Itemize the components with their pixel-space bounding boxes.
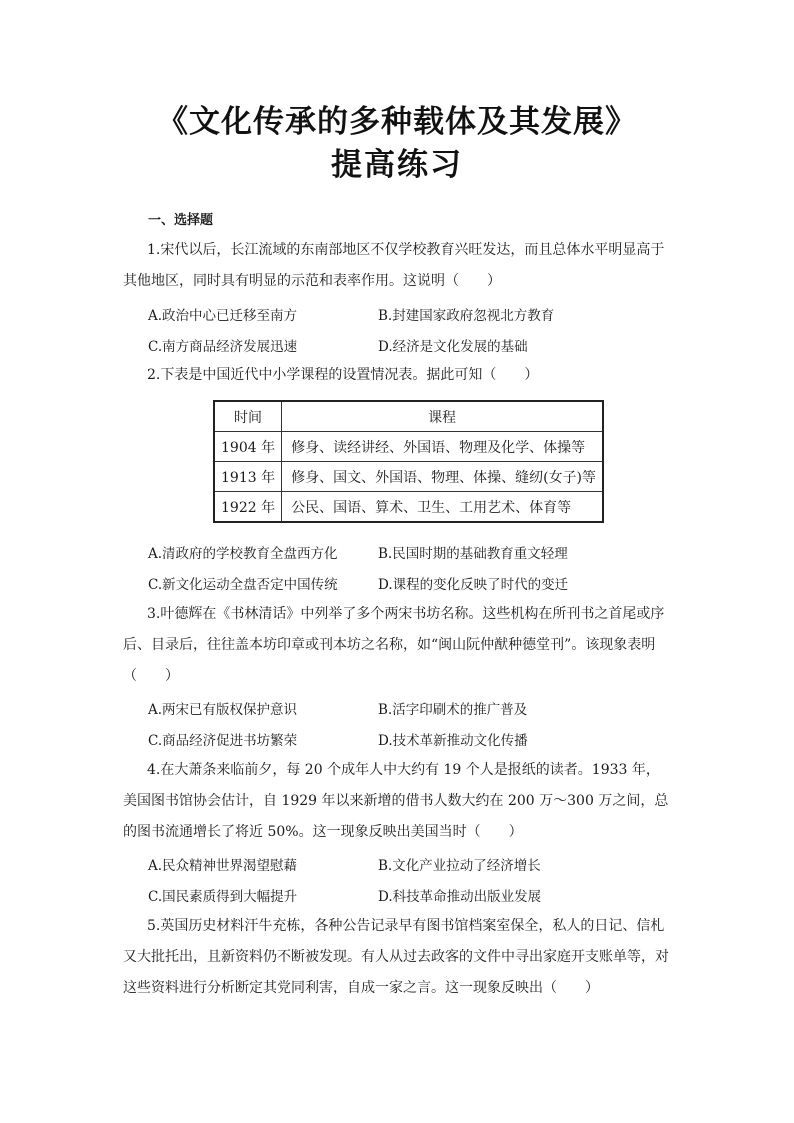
question-3-option-d: D.技术革新推动文化传播 [378, 733, 528, 749]
question-3-option-b: B.活字印刷术的推广普及 [378, 702, 528, 718]
question-2-option-d: D.课程的变化反映了时代的变迁 [378, 577, 569, 593]
page-subtitle: 提高练习 [331, 147, 463, 183]
table-cell-year: 1913 年 [214, 462, 282, 492]
table-row [214, 492, 603, 523]
page-title: 《文化传承的多种载体及其发展》 [157, 104, 637, 140]
table-cell-year: 1904 年 [214, 432, 282, 462]
question-2-option-c: C.新文化运动全盘否定中国传统 [148, 577, 338, 593]
table-cell-courses: 修身、国文、外国语、物理、体操、缝纫(女子)等 [282, 462, 603, 492]
table-cell-courses: 公民、国语、算术、卫生、工用艺术、体育等 [282, 492, 603, 523]
question-5-stem: 5.英国历史材料汗牛充栋，各种公告记录早有图书馆档案室保全，私人的日记、信札又大批托出，且新资料仍不断被发现。有人从过去政客的文件中寻出家庭开支账单等，对这些资料进行分析断定其党同利害，自成一家之言。这一现象反映出（ ） [123, 918, 669, 996]
question-1-stem: 1.宋代以后，长江流域的东南部地区不仅学校教育兴旺发达，而且总体水平明显高于其他地区，同时具有明显的示范和表率作用。这说明（ ） [123, 242, 665, 289]
question-1-option-b: B.封建国家政府忽视北方教育 [378, 308, 555, 324]
question-4-option-c: C.国民素质得到大幅提升 [148, 889, 298, 905]
question-3-option-a: A.两宋已有版权保护意识 [148, 702, 298, 718]
table-header-row [214, 401, 603, 432]
question-1-option-a: A.政治中心已迁移至南方 [148, 308, 298, 324]
question-3-stem: 3.叶德辉在《书林清话》中列举了多个两宋书坊名称。这些机构在所刊书之首尾或序后、目录后，往往盖本坊印章或刊本坊之名称，如“闽山阮仲猷种德堂刊”。该现象表明（ ） [123, 606, 665, 684]
table-header-course: 课程 [282, 401, 603, 432]
table-header-time: 时间 [214, 401, 282, 432]
question-4-option-a: A.民众精神世界渴望慰藉 [148, 858, 298, 874]
table-row [214, 432, 603, 462]
question-2-option-b: B.民国时期的基础教育重文轻理 [378, 546, 568, 562]
question-4-stem: 4.在大萧条来临前夕，每 20 个成年人中大约有 19 个人是报纸的读者。1933 年，美国图书馆协会估计，自 1929 年以来新增的借书人数大约在 200 万～300 万之间，总的图书流通增长了将近 50%。这一现象反映出美国当时（ ） [123, 762, 669, 840]
table-cell-courses: 修身、读经讲经、外国语、物理及化学、体操等 [282, 432, 603, 462]
question-3-option-c: C.商品经济促进书坊繁荣 [148, 733, 298, 749]
question-1-option-c: C.南方商品经济发展迅速 [148, 339, 298, 355]
question-4-option-d: D.科技革命推动出版业发展 [378, 889, 542, 905]
question-4-option-b: B.文化产业拉动了经济增长 [378, 858, 541, 874]
table-cell-year: 1922 年 [214, 492, 282, 523]
question-2-stem: 2.下表是中国近代中小学课程的设置情况表。据此可知（ ） [147, 367, 539, 383]
table-row [214, 462, 603, 492]
section-heading: 一、选择题 [148, 213, 214, 228]
question-2-option-a: A.清政府的学校教育全盘西方化 [148, 546, 338, 562]
question-1-option-d: D.经济是文化发展的基础 [378, 339, 528, 355]
curriculum-table [213, 400, 604, 523]
